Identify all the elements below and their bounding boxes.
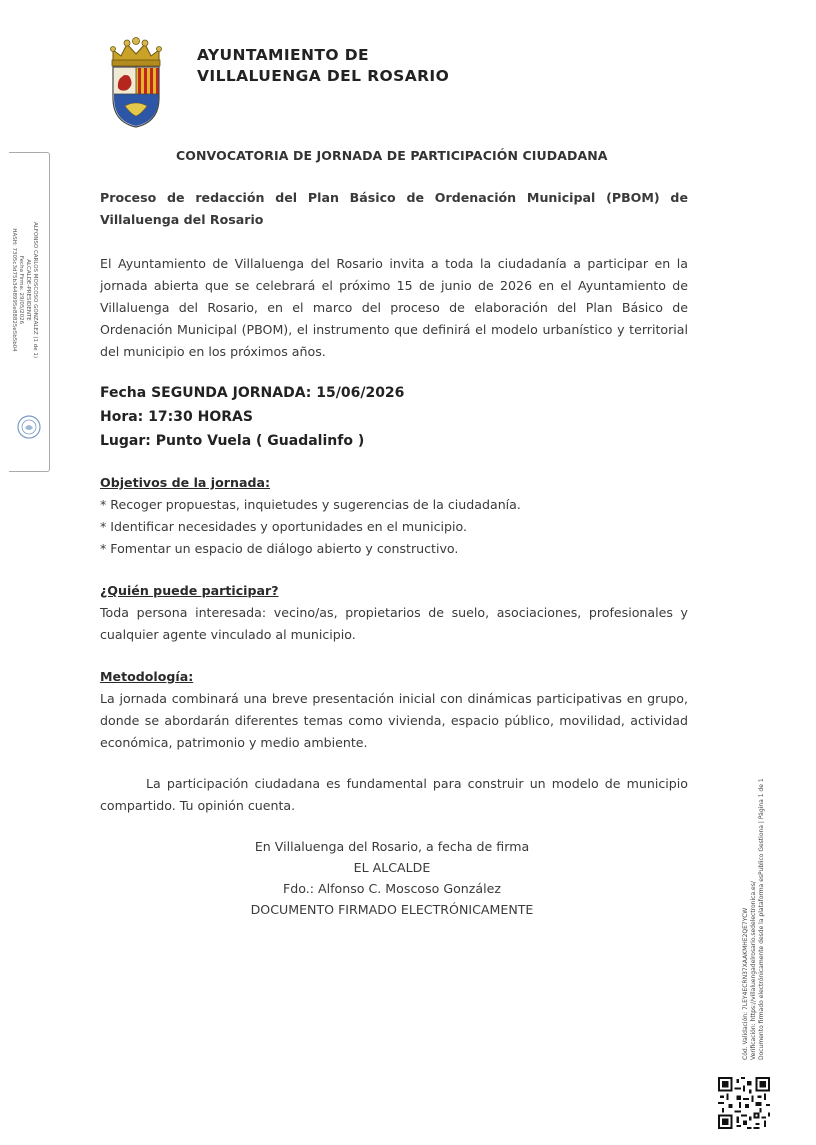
participants-text: Toda persona interesada: vecino/as, propietarios de suelo, asociaciones, profesionales y cualquier agente vinculado al municipio. xyxy=(100,605,688,642)
stamp-date: Fecha Firma: 29/05/2026 xyxy=(18,255,24,325)
document-subtitle: Proceso de redacción del Plan Básico de Ordenación Municipal (PBOM) de Villaluenga del Rosario xyxy=(100,190,688,227)
validation-url: Verificación: https://villaluengadelrosario.sedelectronica.es/ xyxy=(750,881,757,1060)
event-location: Lugar: Punto Vuela ( Guadalinfo ) xyxy=(100,433,365,449)
objectives-list xyxy=(100,494,688,560)
validation-code: Cód. Validación: 7LEY4ECRN37XAAKMHE2QE7YCW xyxy=(742,907,749,1060)
objectives-title: Objetivos de la jornada: xyxy=(100,475,270,490)
methodology-title: Metodología: xyxy=(100,669,194,684)
methodology-text: La jornada combinará una breve presentación inicial con dinámicas participativas en grupo, donde se abordarán diferentes temas como vivienda, espacio público, movilidad, actividad económica, patrimonio y medio ambiente. xyxy=(100,691,688,750)
qr-code-icon[interactable] xyxy=(718,1077,770,1129)
list-item: * Identificar necesidades y oportunidades en el municipio. xyxy=(100,519,467,534)
signature-role: EL ALCALDE xyxy=(353,860,431,875)
methodology-section xyxy=(100,666,688,754)
signature-status: DOCUMENTO FIRMADO ELECTRÓNICAMENTE xyxy=(250,902,534,917)
signature-block xyxy=(192,836,592,920)
signature-place-date: En Villaluenga del Rosario, a fecha de firma xyxy=(254,839,530,854)
document-heading: CONVOCATORIA DE JORNADA DE PARTICIPACIÓN CIUDADANA xyxy=(176,148,608,163)
validation-text xyxy=(742,740,766,1060)
municipality-name-line1: AYUNTAMIENTO DE xyxy=(197,46,370,64)
stamp-role: ALCALDE-PRESIDENTE xyxy=(25,259,31,321)
participants-title: ¿Quién puede participar? xyxy=(100,583,279,598)
stamp-hash: HASH: 7305c3d75b3448995e88825e5b5b04 xyxy=(11,228,17,352)
coat-of-arms-icon xyxy=(107,36,165,128)
municipality-name xyxy=(197,45,449,87)
list-item: * Fomentar un espacio de diálogo abierto y constructivo. xyxy=(100,541,459,556)
validation-platform: Documento firmado electrónicamente desde la plataforma esPublico Gestiona | Página 1 de 1 xyxy=(758,778,765,1060)
event-time: Hora: 17:30 HORAS xyxy=(100,409,253,425)
list-item: * Recoger propuestas, inquietudes y sugerencias de la ciudadanía. xyxy=(100,497,521,512)
seal-icon xyxy=(16,414,42,440)
intro-paragraph: El Ayuntamiento de Villaluenga del Rosario invita a toda la ciudadanía a participar en la jornada abierta que se celebrará el próximo 15 de junio de 2026 en el Ayuntamiento de Villaluenga del Rosario, en el marco del proceso de elaboración del Plan Básico de Ordenación Municipal (PBOM), el instrumento que definirá el modelo urbanístico y territorial del municipio en los próximos años. xyxy=(100,256,688,359)
signature-stamp-text xyxy=(10,190,38,390)
participants-section xyxy=(100,580,688,646)
signature-name: Fdo.: Alfonso C. Moscoso González xyxy=(283,881,501,896)
stamp-signer: ALFONSO CARLOS MOSCOSO GONZALEZ (1 de 1) xyxy=(32,221,38,359)
event-date: Fecha SEGUNDA JORNADA: 15/06/2026 xyxy=(100,385,405,401)
closing-paragraph: La participación ciudadana es fundamental para construir un modelo de municipio compartido. Tu opinión cuenta. xyxy=(100,776,688,813)
event-details xyxy=(100,381,404,453)
municipality-name-line2: VILLALUENGA DEL ROSARIO xyxy=(197,67,450,85)
objectives-section xyxy=(100,472,688,560)
